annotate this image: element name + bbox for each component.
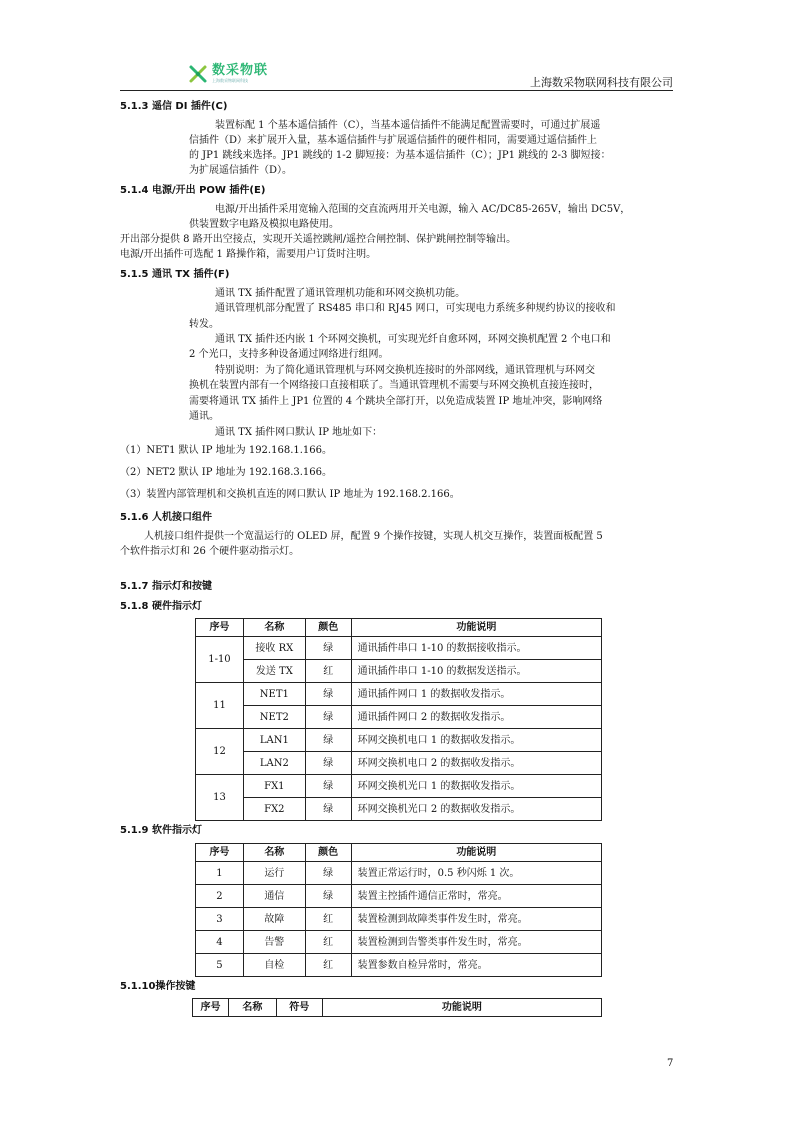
seq-cell: 1 bbox=[196, 862, 244, 885]
color-cell: 红 bbox=[305, 954, 351, 977]
heading-5-1-10: 5.1.10操作按键 bbox=[120, 981, 196, 992]
page-number: 7 bbox=[667, 1058, 674, 1069]
color-cell: 绿 bbox=[305, 729, 351, 752]
heading-5-1-4: 5.1.4 电源/开出 POW 插件(E) bbox=[120, 185, 266, 196]
color-cell: 绿 bbox=[305, 683, 351, 706]
name-cell: 告警 bbox=[243, 931, 305, 954]
name-cell: FX2 bbox=[243, 798, 305, 821]
heading-5-1-5: 5.1.5 通讯 TX 插件(F) bbox=[120, 269, 230, 280]
table-row bbox=[196, 660, 602, 683]
paragraph-line: 换机在装置内部有一个网络接口直接相联了。当通讯管理机不需要与环网交换机直接连接时， bbox=[189, 380, 599, 391]
name-cell: 发送 TX bbox=[243, 660, 305, 683]
column-header: 序号 bbox=[193, 999, 229, 1017]
ip-line: （1）NET1 默认 IP 地址为 192.168.1.166。 bbox=[120, 445, 332, 456]
table-row bbox=[196, 637, 602, 660]
name-cell: 故障 bbox=[243, 908, 305, 931]
color-cell: 绿 bbox=[305, 637, 351, 660]
table-row bbox=[196, 885, 602, 908]
paragraph-line: 供装置数字电路及模拟电路使用。 bbox=[189, 219, 339, 230]
table-header-row bbox=[196, 844, 602, 862]
desc-cell: 通讯插件串口 1-10 的数据发送指示。 bbox=[351, 660, 601, 683]
paragraph-line: 的 JP1 跳线来选择。JP1 跳线的 1-2 脚短接：为基本遥信插件（C）；JP1 跳线的 2-3 脚短接： bbox=[189, 150, 611, 161]
name-cell: LAN2 bbox=[243, 752, 305, 775]
name-cell: FX1 bbox=[243, 775, 305, 798]
paragraph-line: 需要将通讯 TX 插件上 JP1 位置的 4 个跳块全部打开，以免造成装置 IP 地址冲突，影响网络 bbox=[189, 396, 603, 407]
logo-text: 数采物联 bbox=[212, 63, 269, 78]
paragraph-line: 2 个光口，支持多种设备通过网络进行组网。 bbox=[189, 349, 389, 360]
table-row bbox=[196, 862, 602, 885]
table-row bbox=[196, 798, 602, 821]
paragraph-line: 电源/开出插件可选配 1 路操作箱，需要用户订货时注明。 bbox=[120, 249, 377, 260]
desc-cell: 环网交换机光口 1 的数据收发指示。 bbox=[351, 775, 601, 798]
desc-cell: 环网交换机电口 1 的数据收发指示。 bbox=[351, 729, 601, 752]
ip-line: （3）装置内部管理机和交换机直连的网口默认 IP 地址为 192.168.2.166。 bbox=[120, 489, 460, 500]
desc-cell: 环网交换机电口 2 的数据收发指示。 bbox=[351, 752, 601, 775]
name-cell: 通信 bbox=[243, 885, 305, 908]
seq-cell: 12 bbox=[196, 729, 244, 775]
seq-cell: 4 bbox=[196, 931, 244, 954]
column-header: 序号 bbox=[196, 844, 244, 862]
paragraph-line: 开出部分提供 8 路开出空接点，实现开关遥控跳闸/遥控合闸控制、保护跳闸控制等输出。 bbox=[120, 234, 517, 245]
table-header-row bbox=[193, 999, 602, 1017]
desc-cell: 通讯插件网口 1 的数据收发指示。 bbox=[351, 683, 601, 706]
column-header: 序号 bbox=[196, 619, 244, 637]
color-cell: 红 bbox=[305, 908, 351, 931]
paragraph-line: 通讯 TX 插件网口默认 IP 地址如下： bbox=[215, 427, 383, 438]
table-row bbox=[196, 775, 602, 798]
heading-5-1-3: 5.1.3 遥信 DI 插件(C) bbox=[120, 101, 228, 112]
column-header: 功能说明 bbox=[351, 844, 601, 862]
paragraph-line: 特别说明：为了简化通讯管理机与环网交换机连接时的外部网线，通讯管理机与环网交 bbox=[215, 365, 595, 376]
desc-cell: 装置参数自检异常时，常亮。 bbox=[351, 954, 601, 977]
color-cell: 红 bbox=[305, 931, 351, 954]
column-header: 名称 bbox=[243, 619, 305, 637]
color-cell: 绿 bbox=[305, 862, 351, 885]
paragraph-line: 通讯。 bbox=[189, 411, 219, 422]
heading-5-1-8: 5.1.8 硬件指示灯 bbox=[120, 601, 202, 612]
seq-cell: 13 bbox=[196, 775, 244, 821]
table-row bbox=[196, 931, 602, 954]
color-cell: 绿 bbox=[305, 775, 351, 798]
desc-cell: 装置正常运行时，0.5 秒闪烁 1 次。 bbox=[351, 862, 601, 885]
seq-cell: 5 bbox=[196, 954, 244, 977]
table-header-row bbox=[196, 619, 602, 637]
paragraph-line: 通讯管理机部分配置了 RS485 串口和 RJ45 网口，可实现电力系统多种规约协议的接收和 bbox=[215, 303, 616, 314]
name-cell: 运行 bbox=[243, 862, 305, 885]
table-row bbox=[196, 706, 602, 729]
ip-line: （2）NET2 默认 IP 地址为 192.168.3.166。 bbox=[120, 467, 332, 478]
column-header: 名称 bbox=[228, 999, 276, 1017]
page-header bbox=[120, 58, 673, 91]
desc-cell: 环网交换机光口 2 的数据收发指示。 bbox=[351, 798, 601, 821]
paragraph-line: 通讯 TX 插件还内嵌 1 个环网交换机，可实现光纤自愈环网，环网交换机配置 2 个电口和 bbox=[215, 334, 611, 345]
hardware-indicator-table bbox=[195, 618, 602, 821]
operation-key-table bbox=[192, 998, 602, 1017]
paragraph-line: 通讯 TX 插件配置了通讯管理机功能和环网交换机功能。 bbox=[215, 288, 466, 299]
color-cell: 红 bbox=[305, 660, 351, 683]
color-cell: 绿 bbox=[305, 706, 351, 729]
company-name: 上海数采物联网科技有限公司 bbox=[530, 76, 673, 89]
paragraph-line: 转发。 bbox=[189, 319, 219, 330]
software-indicator-table bbox=[195, 843, 602, 977]
desc-cell: 通讯插件网口 2 的数据收发指示。 bbox=[351, 706, 601, 729]
paragraph-line: 个软件指示灯和 26 个硬件驱动指示灯。 bbox=[120, 546, 300, 557]
seq-cell: 11 bbox=[196, 683, 244, 729]
desc-cell: 装置检测到告警类事件发生时，常亮。 bbox=[351, 931, 601, 954]
table-row bbox=[196, 752, 602, 775]
name-cell: NET2 bbox=[243, 706, 305, 729]
column-header: 名称 bbox=[243, 844, 305, 862]
table-row bbox=[196, 954, 602, 977]
column-header: 功能说明 bbox=[351, 619, 601, 637]
paragraph-line: 人机接口组件提供一个宽温运行的 OLED 屏，配置 9 个操作按键，实现人机交互操作，装置面板配置 5 bbox=[144, 531, 603, 542]
heading-5-1-7: 5.1.7 指示灯和按键 bbox=[120, 581, 212, 592]
table-row bbox=[196, 908, 602, 931]
column-header: 颜色 bbox=[305, 619, 351, 637]
table-row bbox=[196, 729, 602, 752]
seq-cell: 3 bbox=[196, 908, 244, 931]
company-logo bbox=[188, 64, 268, 90]
heading-5-1-9: 5.1.9 软件指示灯 bbox=[120, 825, 202, 836]
name-cell: LAN1 bbox=[243, 729, 305, 752]
color-cell: 绿 bbox=[305, 752, 351, 775]
column-header: 符号 bbox=[276, 999, 322, 1017]
seq-cell: 1-10 bbox=[196, 637, 244, 683]
heading-5-1-6: 5.1.6 人机接口组件 bbox=[120, 512, 212, 523]
paragraph-line: 为扩展遥信插件（D）。 bbox=[189, 165, 293, 176]
name-cell: NET1 bbox=[243, 683, 305, 706]
column-header: 颜色 bbox=[305, 844, 351, 862]
name-cell: 自检 bbox=[243, 954, 305, 977]
name-cell: 接收 RX bbox=[243, 637, 305, 660]
color-cell: 绿 bbox=[305, 798, 351, 821]
paragraph-line: 信插件（D）来扩展开入量，基本遥信插件与扩展遥信插件的硬件相同，需要通过遥信插件上 bbox=[189, 135, 598, 146]
logo-x-icon bbox=[188, 64, 208, 84]
desc-cell: 通讯插件串口 1-10 的数据接收指示。 bbox=[351, 637, 601, 660]
desc-cell: 装置主控插件通信正常时，常亮。 bbox=[351, 885, 601, 908]
seq-cell: 2 bbox=[196, 885, 244, 908]
column-header: 功能说明 bbox=[322, 999, 601, 1017]
color-cell: 绿 bbox=[305, 885, 351, 908]
desc-cell: 装置检测到故障类事件发生时，常亮。 bbox=[351, 908, 601, 931]
paragraph-line: 装置标配 1 个基本遥信插件（C），当基本遥信插件不能满足配置需要时，可通过扩展遥 bbox=[215, 120, 601, 131]
paragraph-line: 电源/开出插件采用宽输入范围的交直流两用开关电源，输入 AC/DC85-265V，输出 DC5V， bbox=[215, 204, 631, 215]
table-row bbox=[196, 683, 602, 706]
logo-subtext: 上海数采物联网科技 bbox=[212, 78, 248, 83]
